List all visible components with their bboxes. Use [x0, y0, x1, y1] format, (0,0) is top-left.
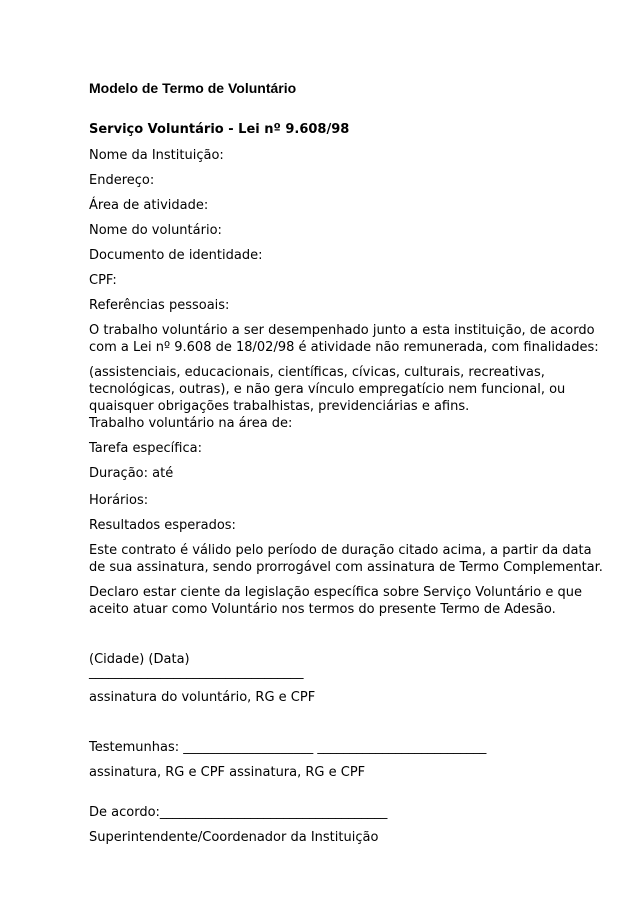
- city-date: (Cidade) (Data): [89, 652, 190, 667]
- paragraph-line: com a Lei nº 9.608 de 18/02/98 é atividade não remunerada, com finalidades:: [89, 340, 599, 355]
- field-institution-name: Nome da Instituição:: [89, 148, 224, 163]
- document-title: Modelo de Termo de Voluntário: [89, 80, 297, 96]
- field-identity-document: Documento de identidade:: [89, 248, 263, 263]
- declaration-line: Declaro estar ciente da legislação específica sobre Serviço Voluntário e que: [89, 585, 582, 600]
- witnesses-signature-label: assinatura, RG e CPF assinatura, RG e CPF: [89, 765, 366, 780]
- field-specific-task: Tarefa específica:: [89, 441, 202, 456]
- field-work-area: Trabalho voluntário na área de:: [89, 416, 293, 431]
- field-volunteer-name: Nome do voluntário:: [89, 223, 222, 238]
- paragraph-line: quaisquer obrigações trabalhistas, previdenciárias e afins.: [89, 399, 470, 414]
- paragraph-line: tecnológicas, outras), e não gera vínculo empregatício nem funcional, ou: [89, 382, 566, 397]
- superintendent-label: Superintendente/Coordenador da Instituição: [89, 830, 379, 845]
- agreement-line: De acordo:___________________________________: [89, 805, 388, 820]
- field-address: Endereço:: [89, 173, 155, 188]
- field-cpf: CPF:: [89, 273, 117, 288]
- declaration-line: aceito atuar como Voluntário nos termos do presente Termo de Adesão.: [89, 602, 556, 617]
- field-schedule: Horários:: [89, 493, 149, 508]
- contract-line: de sua assinatura, sendo prorrogável com assinatura de Termo Complementar.: [89, 560, 603, 575]
- field-duration: Duração: até: [89, 466, 174, 481]
- field-personal-references: Referências pessoais:: [89, 298, 230, 313]
- paragraph-line: (assistenciais, educacionais, científicas, cívicas, culturais, recreativas,: [89, 365, 545, 380]
- document-subtitle: Serviço Voluntário - Lei nº 9.608/98: [89, 122, 350, 137]
- volunteer-signature-line: _________________________________: [89, 665, 304, 680]
- field-activity-area: Área de atividade:: [89, 198, 209, 213]
- volunteer-signature-label: assinatura do voluntário, RG e CPF: [89, 690, 316, 705]
- paragraph-line: O trabalho voluntário a ser desempenhado junto a esta instituição, de acordo: [89, 323, 595, 338]
- field-expected-results: Resultados esperados:: [89, 518, 236, 533]
- contract-line: Este contrato é válido pelo período de duração citado acima, a partir da data: [89, 543, 592, 558]
- witnesses-line: Testemunhas: ____________________ __________________________: [89, 740, 487, 755]
